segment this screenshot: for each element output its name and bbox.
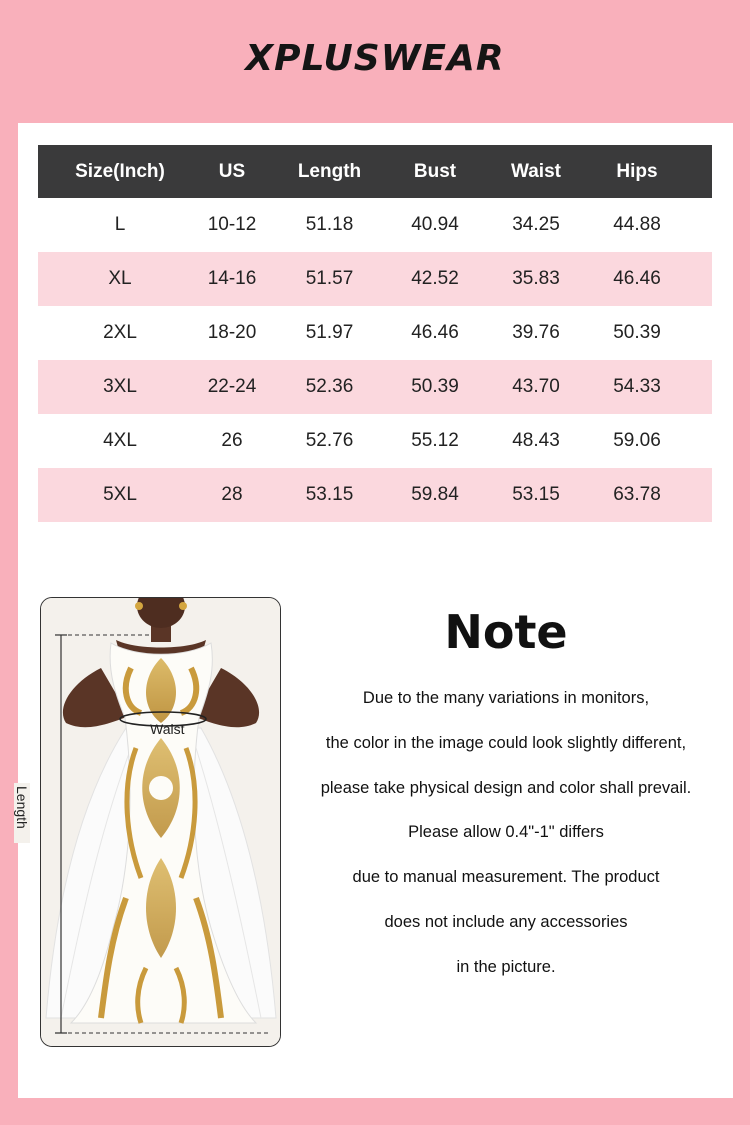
- note-line: please take physical design and color shall prevail.: [320, 778, 692, 797]
- cell-hips: 46.46: [613, 268, 661, 289]
- size-chart-card: [14, 123, 733, 1098]
- cell-us: 10-12: [207, 214, 257, 235]
- cell-bust: 40.94: [411, 214, 459, 235]
- product-measurement-photo: [40, 597, 281, 1047]
- cell-bust: 55.12: [411, 430, 459, 451]
- cell-us: 18-20: [207, 322, 257, 343]
- cell-waist: 34.25: [512, 214, 560, 235]
- header-length: Length: [297, 160, 362, 182]
- note-body: [298, 689, 714, 1003]
- cell-us: 26: [221, 430, 243, 451]
- dress-illustration: [41, 598, 281, 1047]
- cell-size: L: [114, 214, 126, 235]
- cell-bust: 59.84: [411, 484, 459, 505]
- note-line: Please allow 0.4"-1" differs: [408, 823, 604, 842]
- table-row: [38, 414, 712, 468]
- table-row: [38, 306, 712, 360]
- cell-length: 53.15: [305, 484, 354, 505]
- note-line: due to manual measurement. The product: [352, 868, 660, 887]
- cell-us: 14-16: [207, 268, 257, 289]
- cell-bust: 46.46: [411, 322, 459, 343]
- table-row: [38, 360, 712, 414]
- cell-size: 2XL: [103, 322, 137, 343]
- note-line: the color in the image could look slightly different,: [325, 733, 687, 752]
- cell-waist: 43.70: [512, 376, 560, 397]
- cell-waist: 53.15: [512, 484, 560, 505]
- cell-length: 51.97: [305, 322, 354, 343]
- cell-length: 51.57: [305, 268, 354, 289]
- cell-size: 5XL: [103, 484, 137, 505]
- cell-us: 22-24: [207, 376, 257, 397]
- cell-waist: 35.83: [512, 268, 560, 289]
- note-line: in the picture.: [456, 957, 556, 976]
- cell-hips: 54.33: [613, 376, 661, 397]
- cell-waist: 39.76: [512, 322, 560, 343]
- header-hips: Hips: [616, 160, 658, 182]
- waist-label: Waist: [150, 721, 185, 737]
- note-line: Due to the many variations in monitors,: [362, 689, 650, 707]
- header-size: Size(Inch): [75, 160, 165, 182]
- cell-length: 51.18: [305, 214, 354, 235]
- header-us: US: [218, 160, 246, 182]
- cell-hips: 44.88: [613, 214, 661, 235]
- table-row: [38, 198, 712, 252]
- cell-length: 52.36: [305, 376, 354, 397]
- cell-waist: 48.43: [512, 430, 560, 451]
- table-row: [38, 468, 712, 522]
- cell-length: 52.76: [305, 430, 354, 451]
- cell-us: 28: [221, 484, 243, 505]
- header-waist: Waist: [511, 160, 561, 182]
- cell-bust: 42.52: [411, 268, 459, 289]
- note-title: Note: [444, 605, 568, 659]
- size-table: [38, 145, 712, 522]
- cell-hips: 63.78: [613, 484, 661, 505]
- header-bust: Bust: [413, 160, 457, 182]
- cell-size: XL: [108, 268, 132, 289]
- cell-bust: 50.39: [411, 376, 459, 397]
- cell-size: 4XL: [103, 430, 137, 451]
- cell-hips: 59.06: [613, 430, 661, 451]
- cell-size: 3XL: [103, 376, 137, 397]
- note-line: does not include any accessories: [384, 912, 628, 931]
- cell-hips: 50.39: [613, 322, 661, 343]
- table-header-row: [38, 145, 712, 198]
- brand-logo: XPLUSWEAR: [245, 38, 505, 79]
- length-label: Length: [14, 783, 30, 843]
- table-row: [38, 252, 712, 306]
